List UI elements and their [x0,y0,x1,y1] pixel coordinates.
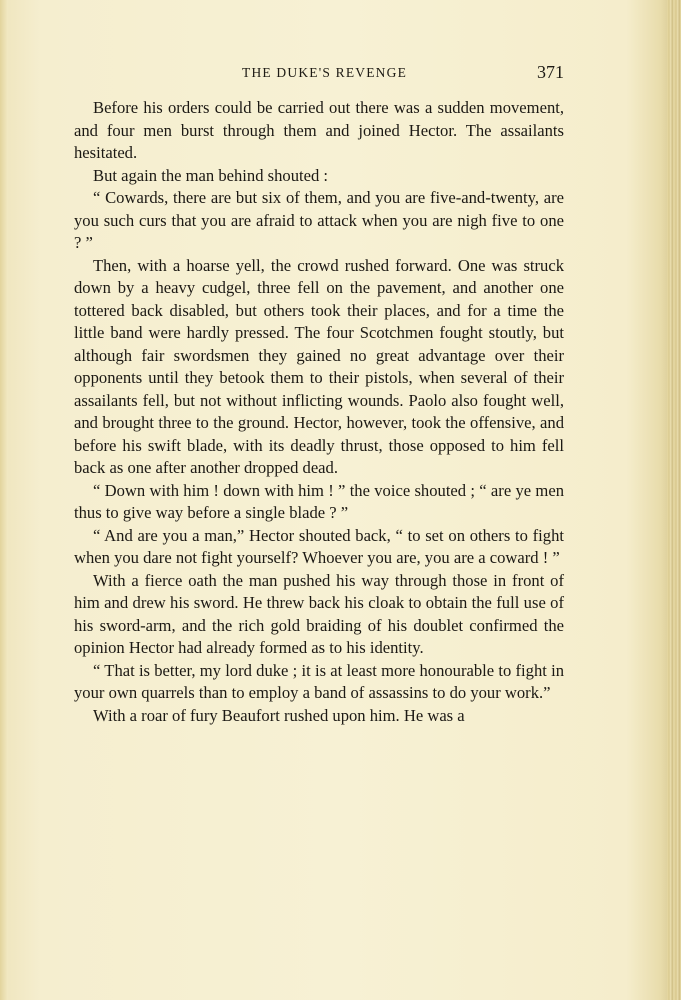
paragraph: With a fierce oath the man pushed his way through those in front of him and drew his sword. He threw back his cloak to obtain the full use of his sword-arm, and the rich gold braiding of his doublet confirmed the opinion Hector had already formed as to his identity. [74,570,564,657]
paragraph: “ And are you a man,” Hector shouted back, “ to set on others to fight when you dare not fight yourself? Whoever you are, you are a coward ! ” [74,525,564,567]
page-number: 371 [537,62,564,82]
paragraph: “ Cowards, there are but six of them, and you are five-and-twenty, are you such curs that you are afraid to attack when you are nigh five to one ? ” [74,188,564,252]
paragraph: Then, with a hoarse yell, the crowd rushed forward. One was struck down by a heavy cudgel, three fell on the pavement, and another one tottered back disabled, but others took their places, and for a time the little band were hardly pressed. The four Scotchmen fought stoutly, but although fair swordsmen they gained no great advantage over their opponents until they betook them to their pistols, when several of their assailants fell, but not without inflicting wounds. Paolo also fought well, and brought three to the ground. Hector, however, took the offensive, and before his swift blade, with its deadly thrust, those opposed to him fell back as one after another dropped dead. [74,255,564,477]
paragraph: But again the man behind shouted : [93,165,329,185]
paragraph: “ That is better, my lord duke ; it is at least more honourable to fight in your own quarrels than to employ a band of assassins to do your work.” [74,660,564,702]
page-right-edge [667,0,681,1000]
page-header [74,62,564,86]
page-left-edge [0,0,8,1000]
paragraph: “ Down with him ! down with him ! ” the voice shouted ; “ are ye men thus to give way before a single blade ? ” [74,480,564,522]
running-head: THE DUKE'S REVENGE [242,65,408,80]
body-text [74,97,564,727]
paragraph: With a roar of fury Beaufort rushed upon him. He was a [93,705,465,725]
paragraph: Before his orders could be carried out there was a sudden movement, and four men burst through them and joined Hector. The assailants hesitated. [74,98,564,162]
